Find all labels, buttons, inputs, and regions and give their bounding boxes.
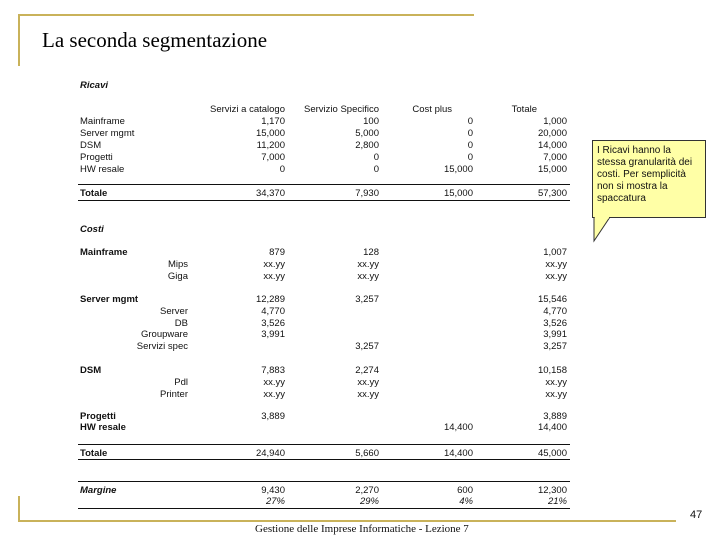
table-cell: 45,000 [537, 448, 567, 459]
table-cell: 2,270 [355, 485, 379, 496]
ricavi-total-rule-top [78, 184, 570, 185]
table-cell: 1,000 [543, 116, 567, 127]
table-row-label: Mainframe [80, 116, 125, 127]
table-cell: xx.yy [545, 388, 567, 400]
table-cell: 12,300 [537, 485, 567, 496]
table-cell: 7,000 [543, 152, 567, 163]
table-cell: 3,526 [543, 317, 567, 329]
table-cell: xx.yy [357, 377, 379, 388]
margine-percent: 4% [459, 496, 473, 507]
table-cell: 0 [467, 152, 473, 163]
table-cell: 0 [467, 140, 473, 151]
table-cell: 57,300 [537, 188, 567, 199]
table-cell: 20,000 [537, 128, 567, 139]
column-header: Cost plus [412, 104, 452, 115]
table-cell: xx.yy [545, 259, 567, 270]
ricavi-total-label: Totale [80, 188, 108, 199]
margine-rule-bottom [78, 508, 570, 509]
table-cell: 10,158 [537, 365, 567, 376]
callout-note: I Ricavi hanno la stessa granularità dei costi. Per semplicità non si mostra la spaccatura [592, 140, 706, 218]
table-cell: 5,000 [355, 128, 379, 139]
costi-total-label: Totale [80, 448, 108, 459]
table-cell: 34,370 [255, 188, 285, 199]
table-cell: 2,274 [355, 365, 379, 376]
table-cell: 3,257 [355, 294, 379, 305]
costi-heading: Costi [80, 224, 104, 235]
table-cell: 4,770 [261, 306, 285, 317]
page-number: 47 [690, 509, 703, 521]
table-cell: 3,257 [355, 340, 379, 352]
table-cell: 0 [467, 128, 473, 139]
table-cell: xx.yy [263, 259, 285, 270]
ricavi-total-rule-bottom [78, 200, 570, 201]
table-row-label: HW resale [80, 164, 125, 175]
table-cell: 14,400 [443, 448, 473, 459]
column-header: Totale [511, 104, 537, 115]
table-cell: 7,930 [355, 188, 379, 199]
table-subrow-label: Mips [167, 259, 188, 270]
table-cell: 15,000 [443, 164, 473, 175]
table-cell: xx.yy [263, 388, 285, 400]
costi-total-rule-top [78, 444, 570, 445]
table-cell: 14,000 [537, 140, 567, 151]
table-cell: 3,257 [543, 340, 567, 352]
table-cell: 24,940 [255, 448, 285, 459]
margine-label: Margine [80, 485, 117, 496]
margine-rule-top [78, 481, 570, 482]
table-cell: 100 [363, 116, 379, 127]
table-cell: 11,200 [256, 140, 285, 151]
table-row-label: DSM [80, 365, 102, 376]
callout-tail-icon [592, 217, 616, 243]
table-cell: 14,400 [537, 422, 567, 433]
table-cell: 12,289 [255, 294, 285, 305]
table-cell: 3,991 [543, 329, 567, 340]
table-cell: 0 [279, 164, 285, 175]
table-subrow-label: Pdl [174, 377, 188, 388]
table-subrow-label: Giga [167, 270, 188, 282]
table-cell: 14,400 [443, 422, 473, 433]
table-cell: 4,770 [543, 306, 567, 317]
table-cell: xx.yy [545, 270, 567, 282]
column-header: Servizio Specifico [304, 104, 379, 115]
table-cell: 879 [269, 247, 285, 258]
footer-text: Gestione delle Imprese Informatiche - Lezione 7 [255, 523, 469, 535]
footer-frame-line [18, 520, 676, 522]
table-row-label: Progetti [80, 411, 116, 422]
table-cell: 15,000 [255, 128, 285, 139]
table-cell: xx.yy [357, 388, 379, 400]
table-subrow-label: Servizi spec [136, 340, 188, 352]
table-cell: xx.yy [357, 270, 379, 282]
table-cell: 7,883 [261, 365, 285, 376]
table-cell: 128 [363, 247, 379, 258]
table-cell: 3,526 [261, 317, 285, 329]
table-cell: 1,170 [261, 116, 285, 127]
ricavi-heading: Ricavi [80, 80, 108, 91]
margine-percent: 27% [265, 496, 285, 507]
table-cell: 2,800 [355, 140, 379, 151]
costi-total-rule-bottom [78, 459, 570, 460]
table-subrow-label: Server [160, 306, 188, 317]
table-cell: 1,007 [543, 247, 567, 258]
table-row-label: DSM [80, 140, 102, 151]
table-subrow-label: Groupware [141, 329, 188, 340]
table-cell: xx.yy [357, 259, 379, 270]
table-subrow-label: DB [174, 317, 188, 329]
column-header: Servizi a catalogo [210, 104, 285, 115]
table-row-label: Progetti [80, 152, 113, 163]
table-row-label: Server mgmt [80, 128, 135, 139]
table-cell: 3,991 [261, 329, 285, 340]
table-cell: 600 [457, 485, 473, 496]
table-cell: 7,000 [261, 152, 285, 163]
table-row-label: Server mgmt [80, 294, 139, 305]
table-cell: 15,546 [537, 294, 567, 305]
table-cell: 15,000 [443, 188, 473, 199]
table-cell: 0 [373, 164, 379, 175]
table-subrow-label: Printer [160, 388, 188, 400]
table-cell: xx.yy [263, 377, 285, 388]
table-cell: 15,000 [537, 164, 567, 175]
table-cell: xx.yy [545, 377, 567, 388]
table-row-label: Mainframe [80, 247, 128, 258]
table-cell: 3,889 [543, 411, 567, 422]
footer-frame-left [18, 496, 20, 522]
margine-percent: 21% [547, 496, 567, 507]
table-cell: 5,660 [355, 448, 379, 459]
table-cell: 0 [467, 116, 473, 127]
table-cell: 3,889 [261, 411, 285, 422]
table-cell: xx.yy [263, 270, 285, 282]
table-cell: 0 [373, 152, 379, 163]
slide-title: La seconda segmentazione [42, 28, 268, 52]
table-row-label: HW resale [80, 422, 126, 433]
margine-percent: 29% [359, 496, 379, 507]
table-cell: 9,430 [261, 485, 285, 496]
